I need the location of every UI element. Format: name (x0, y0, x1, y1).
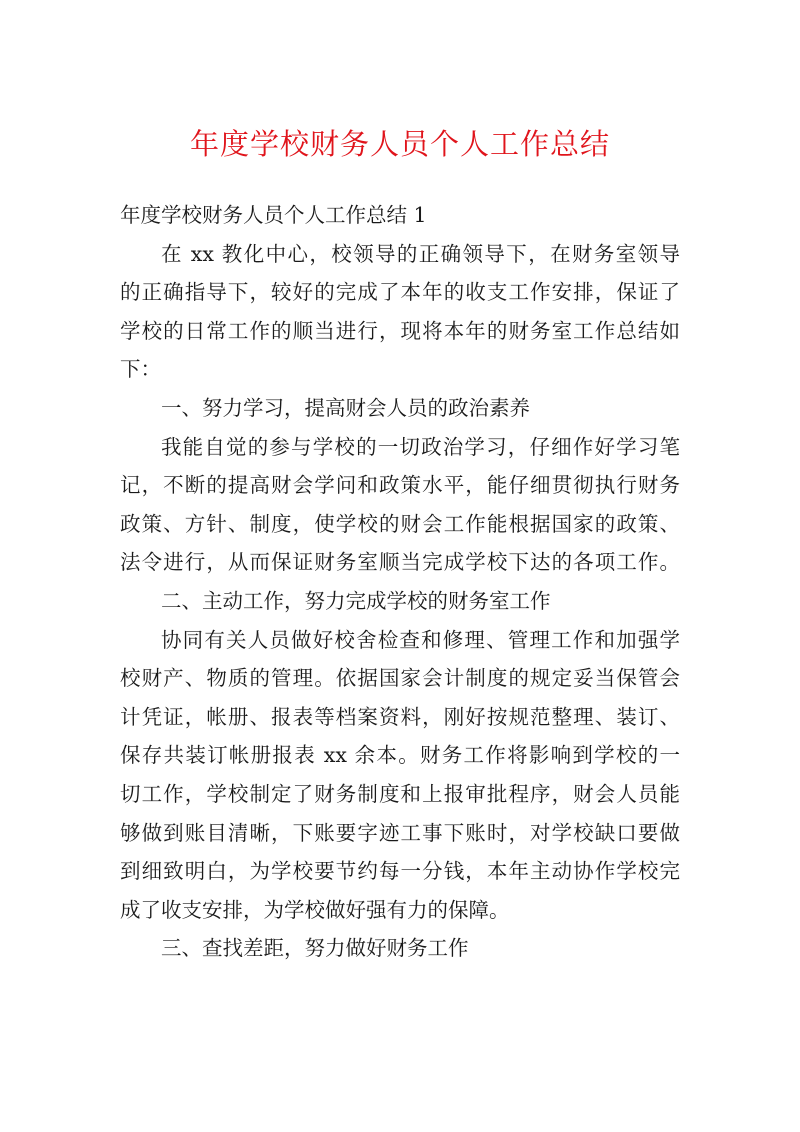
paragraph-line: 保存共装订帐册报表 xx 余本。财务工作将影响到学校的一 (120, 743, 680, 768)
section-heading-1: 一、努力学习，提高财会人员的政治素养 (161, 395, 530, 420)
paragraph-line: 切工作，学校制定了财务制度和上报审批程序，财会人员能 (120, 781, 680, 806)
paragraph-line: 法令进行，从而保证财务室顺当完成学校下达的各项工作。 (120, 550, 680, 575)
section-heading-3: 三、查找差距，努力做好财务工作 (161, 936, 469, 961)
paragraph-line: 政策、方针、制度，使学校的财会工作能根据国家的政策、 (120, 511, 680, 536)
paragraph-line: 在 xx 教化中心，校领导的正确领导下，在财务室领导 (161, 241, 680, 266)
paragraph-line: 下： (120, 357, 161, 382)
paragraph-line: 成了收支安排，为学校做好强有力的保障。 (120, 897, 510, 922)
paragraph-line: 够做到账目清晰，下账要字迹工事下账时，对学校缺口要做 (120, 820, 680, 845)
intro-paragraph (120, 235, 680, 389)
paragraph-line: 协同有关人员做好校舍检查和修理、管理工作和加强学 (161, 627, 680, 652)
document-subtitle: 年度学校财务人员个人工作总结 1 (120, 203, 427, 227)
paragraph-line: 计凭证，帐册、报表等档案资料，刚好按规范整理、装订、 (120, 704, 680, 729)
document-title: 年度学校财务人员个人工作总结 (189, 127, 610, 161)
paragraph-line: 到细致明白，为学校要节约每一分钱，本年主动协作学校完 (120, 859, 680, 884)
document-body (120, 196, 680, 968)
section1-paragraph (120, 428, 680, 582)
paragraph-line: 我能自觉的参与学校的一切政治学习，仔细作好学习笔 (161, 434, 680, 459)
paragraph-line: 记，不断的提高财会学问和政策水平，能仔细贯彻执行财务 (120, 473, 680, 498)
section-heading-2: 二、主动工作，努力完成学校的财务室工作 (161, 588, 551, 613)
paragraph-line: 的正确指导下，较好的完成了本年的收支工作安排，保证了 (120, 280, 680, 305)
paragraph-line: 学校的日常工作的顺当进行，现将本年的财务室工作总结如 (120, 318, 680, 343)
section2-paragraph (120, 621, 680, 930)
paragraph-line: 校财产、物质的管理。依据国家会计制度的规定妥当保管会 (120, 666, 680, 691)
